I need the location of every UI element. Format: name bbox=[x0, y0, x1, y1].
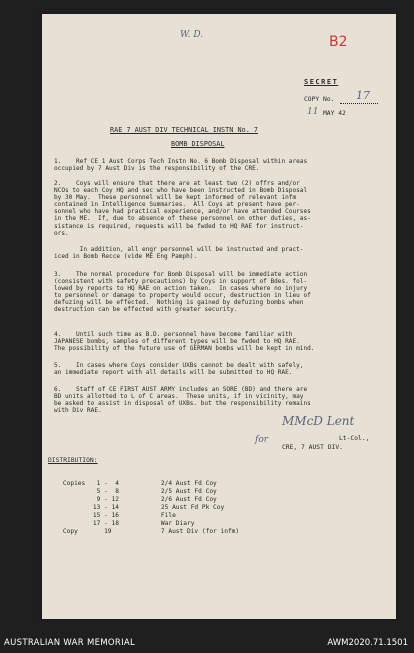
distribution-row: 9 - 12 2/6 Aust Fd Coy bbox=[92, 496, 217, 503]
document-title: RAE 7 AUST DIV TECHNICAL INSTN No. 7 bbox=[110, 126, 259, 134]
document-page bbox=[42, 14, 396, 619]
classification-label: SECRET bbox=[304, 78, 339, 86]
copy-number-label: COPY No. bbox=[304, 96, 335, 103]
archive-footer bbox=[0, 632, 414, 653]
paragraph-2: 2. Coys will ensure that there are at least two (2) offrs and/or NCOs to each Coy HQ and sec who have been instructed in Bomb Disposal by 30 May. These personnel will be kept informed of relevant infm contained in Intelligence Summaries. All Coys at present have per- sonnel who have had practical experience, and/or have attended Courses in the ME. If, due to absence of these personnel on other duties, as- sistance is required, requests will be fwded to HQ RAE for instruct- ors. bbox=[54, 180, 311, 237]
paragraph-3: 3. The normal procedure for Bomb Disposal will be immediate action (consistent with safety precautions) by Coys in support of Bdes. fol- lowed by reports to HQ RAE on action taken. In cases where no injury to personnel or damage to property would occur, destruction in lieu of defuzing will be effected. Nothing is gained by defuzing bombs when destruction can be effected with greater security. bbox=[54, 271, 311, 314]
signatory-position: CRE, 7 AUST DIV. bbox=[282, 444, 343, 451]
footer-accession-number: AWM2020.71.1501 bbox=[327, 638, 408, 648]
distribution-row: Copies 1 - 4 2/4 Aust Fd Coy bbox=[62, 480, 217, 487]
distribution-row: 13 - 14 25 Aust Fd Pk Coy bbox=[92, 504, 225, 511]
document-subtitle: BOMB DISPOSAL bbox=[171, 140, 225, 148]
paragraph-4: 4. Until such time as B.D. personnel have become familiar with JAPANESE bombs, samples of different types will be fwded to HQ RAE. The possibility of the future use of GERMAN bombs will be kept in mind. bbox=[54, 331, 315, 353]
handwritten-note: W. D. bbox=[180, 30, 204, 40]
paragraph-2b: In addition, all engr personnel will be instructed and pract- iced in Bomb Recce (vide ME Eng Pamph). bbox=[54, 246, 304, 261]
copy-number-underline bbox=[340, 103, 378, 104]
paragraph-6: 6. Staff of CE FIRST AUST ARMY includes an SORE (BD) and there are BD units allotted to L of C areas. These units, if in vicinity, may be asked to assist in disposal of UXBs. but the responsibility remains with Div RAE. bbox=[54, 386, 311, 415]
distribution-row: 5 - 8 2/5 Aust Fd Coy bbox=[92, 488, 217, 495]
signature: MMcD Lent bbox=[282, 414, 355, 428]
copy-number-value: 17 bbox=[356, 89, 370, 102]
paragraph-1: 1. Ref CE 1 Aust Corps Tech Instn No. 6 Bomb Disposal within areas occupied by 7 Aust Div is the responsibility of the CRE. bbox=[54, 158, 308, 173]
distribution-row: 17 - 18 War Diary bbox=[92, 520, 195, 527]
signatory-rank: Lt-Col., bbox=[339, 435, 370, 442]
distribution-heading: DISTRIBUTION: bbox=[48, 457, 98, 464]
date-month-year: MAY 42 bbox=[323, 110, 346, 117]
distribution-row: 15 - 16 File bbox=[92, 512, 176, 519]
footer-institution: AUSTRALIAN WAR MEMORIAL bbox=[4, 638, 136, 648]
paragraph-5: 5. In cases where Coys consider UXBs cannot be dealt with safely, an immediate report with all details will be submitted to HQ RAE. bbox=[54, 362, 304, 377]
red-reference-mark: B2 bbox=[329, 34, 348, 50]
signature-for: for bbox=[255, 435, 269, 445]
distribution-row: Copy 19 7 Aust Div (for infm) bbox=[62, 528, 240, 535]
date-day: 11 bbox=[307, 107, 319, 117]
